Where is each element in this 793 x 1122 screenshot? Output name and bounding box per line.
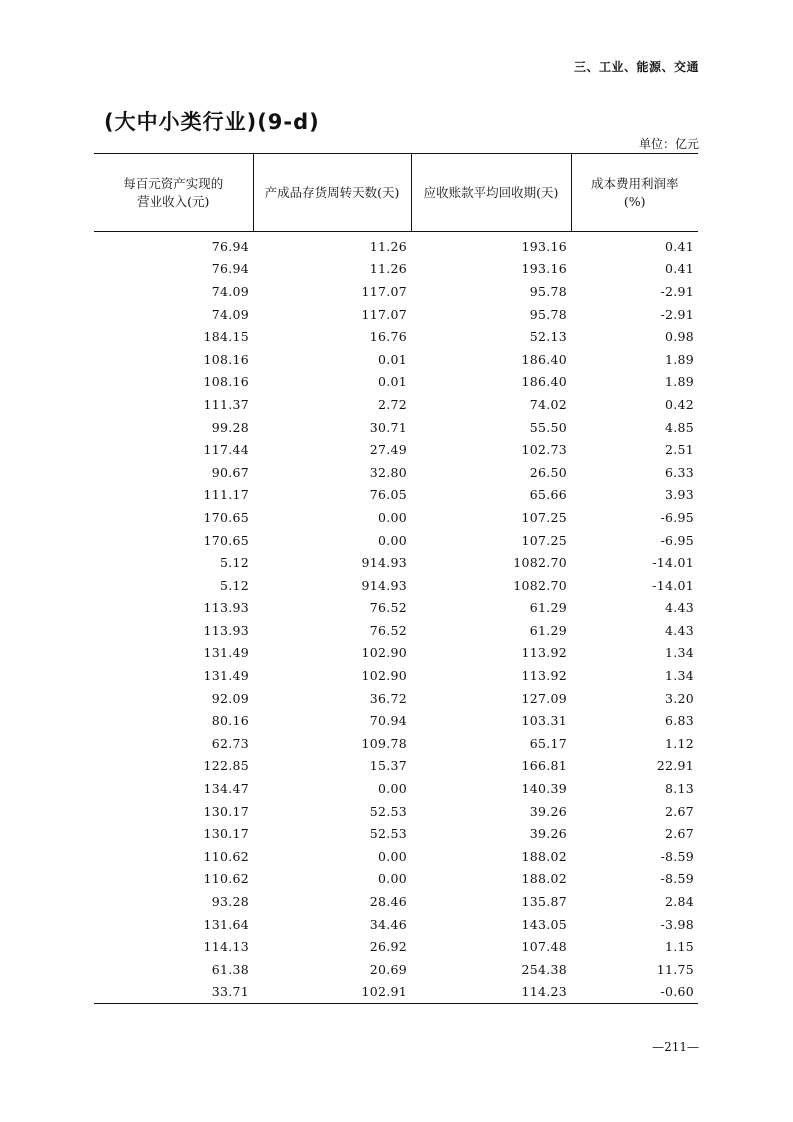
cell-revenue: 111.37 — [203, 396, 249, 412]
cell-profit-rate: 4.43 — [664, 622, 694, 638]
data-table-container — [94, 153, 698, 1004]
cell-profit-rate: 3.20 — [664, 690, 694, 706]
cell-profit-rate: -8.59 — [660, 848, 694, 864]
cell-profit-rate: 1.89 — [664, 351, 694, 367]
cell-receivables-days: 95.78 — [529, 306, 567, 322]
cell-receivables-days: 61.29 — [529, 622, 567, 638]
cell-inventory-days: 32.80 — [369, 464, 407, 480]
section-header: 三、工业、能源、交通 — [573, 60, 699, 74]
cell-revenue: 108.16 — [203, 374, 249, 390]
header-line: 每百元资产实现的 — [123, 175, 224, 191]
cell-receivables-days: 188.02 — [521, 848, 567, 864]
table-header — [94, 154, 698, 232]
cell-inventory-days: 117.07 — [361, 283, 407, 299]
cell-receivables-days: 107.25 — [521, 532, 567, 548]
cell-receivables-days: 52.13 — [529, 329, 567, 345]
cell-receivables-days: 113.92 — [521, 645, 567, 661]
cell-inventory-days: 102.90 — [361, 668, 407, 684]
cell-revenue: 113.93 — [203, 600, 249, 616]
cell-inventory-days: 0.00 — [377, 781, 407, 797]
cell-revenue: 5.12 — [219, 555, 249, 571]
table-row — [94, 958, 698, 981]
cell-revenue: 76.94 — [211, 238, 249, 254]
header-revenue-per-100-assets — [94, 154, 253, 232]
cell-inventory-days: 26.92 — [369, 939, 407, 955]
cell-revenue: 130.17 — [203, 826, 249, 842]
cell-profit-rate: 6.83 — [664, 713, 694, 729]
cell-revenue: 184.15 — [203, 329, 249, 345]
cell-profit-rate: 1.89 — [664, 374, 694, 390]
cell-inventory-days: 2.72 — [377, 396, 407, 412]
table-row — [94, 664, 698, 687]
cell-inventory-days: 0.01 — [377, 374, 407, 390]
cell-inventory-days: 102.91 — [253, 981, 411, 1004]
header-row — [94, 154, 698, 232]
cell-revenue: 130.17 — [203, 803, 249, 819]
header-line: (%) — [623, 193, 646, 209]
cell-inventory-days: 20.69 — [369, 961, 407, 977]
cell-profit-rate: 4.43 — [664, 600, 694, 616]
table-row — [94, 235, 698, 258]
cell-profit-rate: 2.67 — [664, 826, 694, 842]
cell-profit-rate: 22.91 — [656, 758, 694, 774]
cell-profit-rate: -2.91 — [660, 306, 694, 322]
table-row — [94, 597, 698, 620]
table-row — [94, 416, 698, 439]
cell-inventory-days: 914.93 — [361, 555, 407, 571]
table-row — [94, 709, 698, 732]
cell-inventory-days: 102.90 — [361, 645, 407, 661]
cell-receivables-days: 102.73 — [521, 442, 567, 458]
table-row — [94, 619, 698, 642]
cell-inventory-days: 16.76 — [369, 329, 407, 345]
cell-revenue: 110.62 — [203, 871, 249, 887]
cell-receivables-days: 186.40 — [521, 351, 567, 367]
cell-inventory-days: 52.53 — [369, 803, 407, 819]
cell-receivables-days: 107.25 — [521, 509, 567, 525]
cell-revenue: 108.16 — [203, 351, 249, 367]
cell-inventory-days: 76.05 — [369, 487, 407, 503]
cell-receivables-days: 95.78 — [529, 283, 567, 299]
cell-revenue: 134.47 — [203, 781, 249, 797]
cell-profit-rate: 11.75 — [656, 961, 694, 977]
page-title: (大中小类行业)(9-d) — [104, 110, 320, 134]
cell-inventory-days: 11.26 — [369, 261, 407, 277]
header-receivables-collection-days — [411, 154, 571, 232]
cell-profit-rate: 3.93 — [664, 487, 694, 503]
cell-profit-rate: -2.91 — [660, 283, 694, 299]
table-row — [94, 371, 698, 394]
cell-receivables-days: 39.26 — [529, 803, 567, 819]
table-row — [94, 280, 698, 303]
cell-profit-rate: 4.85 — [664, 419, 694, 435]
cell-inventory-days: 70.94 — [369, 713, 407, 729]
cell-profit-rate: 0.42 — [664, 396, 694, 412]
cell-profit-rate: 1.34 — [664, 668, 694, 684]
cell-revenue: 74.09 — [211, 306, 249, 322]
cell-receivables-days: 113.92 — [521, 668, 567, 684]
cell-profit-rate: 6.33 — [664, 464, 694, 480]
cell-inventory-days: 28.46 — [369, 894, 407, 910]
unit-label: 单位：亿元 — [638, 137, 699, 151]
cell-receivables-days: 254.38 — [521, 961, 567, 977]
cell-receivables-days: 55.50 — [529, 419, 567, 435]
data-table — [94, 153, 698, 1004]
cell-revenue: 90.67 — [211, 464, 249, 480]
table-row — [94, 868, 698, 891]
cell-receivables-days: 140.39 — [521, 781, 567, 797]
cell-receivables-days: 103.31 — [521, 713, 567, 729]
header-inventory-turnover-days — [253, 154, 411, 232]
cell-inventory-days: 15.37 — [369, 758, 407, 774]
cell-inventory-days: 0.00 — [377, 532, 407, 548]
table-row — [94, 325, 698, 348]
cell-revenue: 170.65 — [203, 532, 249, 548]
cell-inventory-days: 0.00 — [377, 509, 407, 525]
cell-inventory-days: 0.01 — [377, 351, 407, 367]
table-row — [94, 800, 698, 823]
cell-revenue: 122.85 — [203, 758, 249, 774]
table-row — [94, 845, 698, 868]
cell-receivables-days: 166.81 — [521, 758, 567, 774]
cell-profit-rate: 1.15 — [664, 939, 694, 955]
cell-receivables-days: 61.29 — [529, 600, 567, 616]
cell-receivables-days: 65.17 — [529, 735, 567, 751]
cell-receivables-days: 193.16 — [521, 261, 567, 277]
cell-profit-rate: 2.51 — [664, 442, 694, 458]
cell-receivables-days: 1082.70 — [513, 555, 567, 571]
page-number: —211— — [652, 1040, 699, 1054]
table-row — [94, 484, 698, 507]
cell-receivables-days: 74.02 — [529, 396, 567, 412]
cell-revenue: 93.28 — [211, 894, 249, 910]
table-row — [94, 732, 698, 755]
table-row — [94, 822, 698, 845]
cell-revenue: 114.13 — [203, 939, 249, 955]
cell-revenue: 76.94 — [211, 261, 249, 277]
cell-revenue: 111.17 — [203, 487, 249, 503]
cell-receivables-days: 188.02 — [521, 871, 567, 887]
cell-profit-rate: -0.60 — [571, 981, 698, 1004]
cell-receivables-days: 107.48 — [521, 939, 567, 955]
table-row — [94, 755, 698, 778]
cell-revenue: 110.62 — [203, 848, 249, 864]
table-row — [94, 258, 698, 281]
header-line: 成本费用利润率 — [590, 175, 679, 191]
cell-inventory-days: 76.52 — [369, 600, 407, 616]
cell-revenue: 117.44 — [203, 442, 249, 458]
cell-revenue: 131.49 — [203, 668, 249, 684]
cell-profit-rate: 2.67 — [664, 803, 694, 819]
cell-profit-rate: -6.95 — [660, 509, 694, 525]
table-row — [94, 777, 698, 800]
cell-revenue: 131.49 — [203, 645, 249, 661]
table-row — [94, 551, 698, 574]
cell-profit-rate: 0.98 — [664, 329, 694, 345]
cell-inventory-days: 109.78 — [361, 735, 407, 751]
cell-inventory-days: 27.49 — [369, 442, 407, 458]
header-line: 产成品存货周转天数(天) — [264, 184, 400, 200]
cell-inventory-days: 117.07 — [361, 306, 407, 322]
cell-profit-rate: 0.41 — [664, 238, 694, 254]
cell-receivables-days: 65.66 — [529, 487, 567, 503]
table-row — [94, 348, 698, 371]
header-line: 营业收入(元) — [137, 193, 210, 209]
cell-receivables-days: 1082.70 — [513, 577, 567, 593]
cell-receivables-days: 127.09 — [521, 690, 567, 706]
table-row — [94, 890, 698, 913]
cell-profit-rate: 2.84 — [664, 894, 694, 910]
table-row — [94, 935, 698, 958]
cell-inventory-days: 0.00 — [377, 848, 407, 864]
cell-profit-rate: -14.01 — [652, 577, 694, 593]
table-row — [94, 506, 698, 529]
cell-revenue: 92.09 — [211, 690, 249, 706]
cell-inventory-days: 0.00 — [377, 871, 407, 887]
cell-revenue: 113.93 — [203, 622, 249, 638]
cell-profit-rate: 8.13 — [664, 781, 694, 797]
cell-inventory-days: 76.52 — [369, 622, 407, 638]
cell-profit-rate: 1.34 — [664, 645, 694, 661]
table-row — [94, 574, 698, 597]
cell-revenue: 131.64 — [203, 916, 249, 932]
cell-revenue: 5.12 — [219, 577, 249, 593]
table-row — [94, 913, 698, 936]
table-body — [94, 232, 698, 1004]
cell-revenue: 33.71 — [94, 981, 253, 1004]
header-line: 应收账款平均回收期(天) — [423, 184, 559, 200]
cell-inventory-days: 11.26 — [369, 238, 407, 254]
table-row — [94, 687, 698, 710]
cell-revenue: 74.09 — [211, 283, 249, 299]
cell-revenue: 61.38 — [211, 961, 249, 977]
cell-receivables-days: 193.16 — [521, 238, 567, 254]
table-row — [94, 981, 698, 1004]
table-row — [94, 438, 698, 461]
cell-inventory-days: 30.71 — [369, 419, 407, 435]
cell-receivables-days: 26.50 — [529, 464, 567, 480]
cell-receivables-days: 114.23 — [411, 981, 571, 1004]
cell-receivables-days: 135.87 — [521, 894, 567, 910]
cell-receivables-days: 143.05 — [521, 916, 567, 932]
cell-receivables-days: 186.40 — [521, 374, 567, 390]
cell-inventory-days: 34.46 — [369, 916, 407, 932]
cell-profit-rate: -6.95 — [660, 532, 694, 548]
cell-inventory-days: 914.93 — [361, 577, 407, 593]
table-row — [94, 393, 698, 416]
cell-inventory-days: 52.53 — [369, 826, 407, 842]
table-row — [94, 529, 698, 552]
table-row — [94, 642, 698, 665]
cell-receivables-days: 39.26 — [529, 826, 567, 842]
cell-inventory-days: 36.72 — [369, 690, 407, 706]
cell-revenue: 80.16 — [211, 713, 249, 729]
table-row — [94, 303, 698, 326]
cell-revenue: 62.73 — [211, 735, 249, 751]
cell-profit-rate: 1.12 — [664, 735, 694, 751]
cell-profit-rate: 0.41 — [664, 261, 694, 277]
cell-profit-rate: -8.59 — [660, 871, 694, 887]
cell-revenue: 170.65 — [203, 509, 249, 525]
cell-revenue: 99.28 — [211, 419, 249, 435]
header-cost-profit-rate — [571, 154, 698, 232]
cell-profit-rate: -14.01 — [652, 555, 694, 571]
cell-profit-rate: -3.98 — [660, 916, 694, 932]
table-row — [94, 461, 698, 484]
